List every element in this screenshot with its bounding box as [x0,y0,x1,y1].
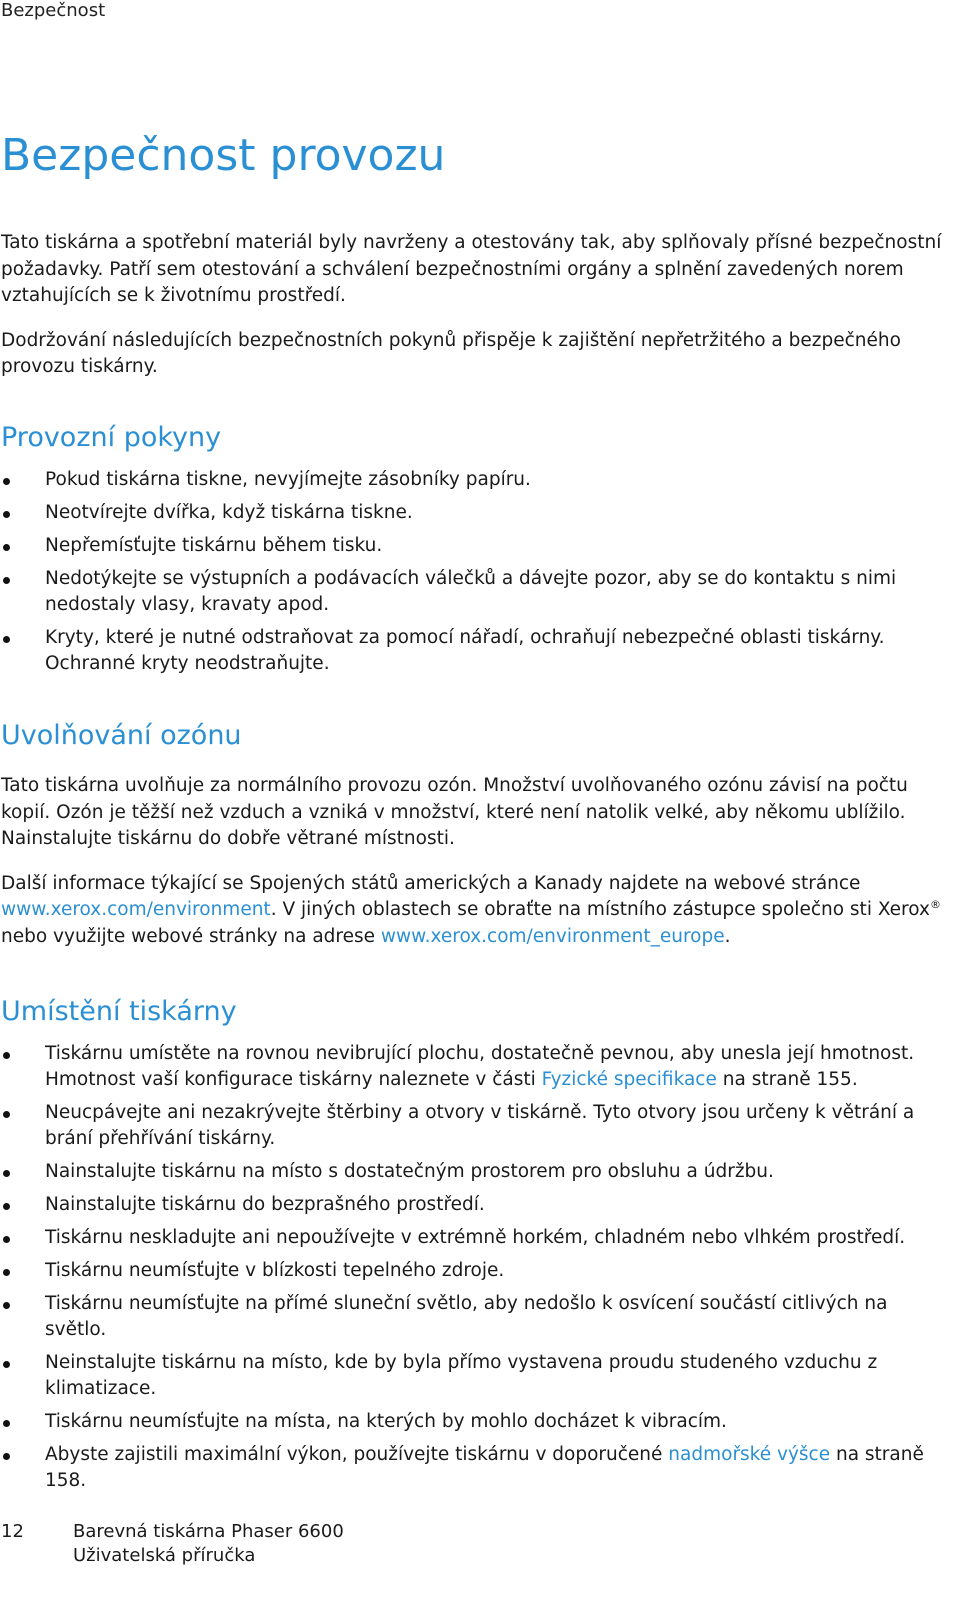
bullet-icon [3,478,10,485]
bullet-icon [3,1111,10,1118]
bullet-icon [3,636,10,643]
placement-section [1,995,951,1494]
bullet-icon [3,1052,10,1059]
environment-link[interactable]: www.xerox.com/environment [1,899,271,920]
bullet-icon [3,1236,10,1243]
bullet-icon [3,1361,10,1368]
operating-list [1,467,951,677]
running-header: Bezpečnost [1,0,106,21]
registered-mark: ® [929,897,941,911]
bullet-icon [3,544,10,551]
footer-title [73,1520,344,1568]
ozone-paragraph-1: Tato tiskárna uvolňuje za normálního provozu ozón. Množství uvolňovaného ozónu závisí na počtu kopií. Ozón je těžší než vzduch a vzniká v množství, které není natolik velké, aby někomu ublížilo. Nainstalujte tiskárnu do dobře větrané místnosti. [1,775,908,849]
operating-section [1,421,951,677]
page-title: Bezpečnost provozu [1,130,446,181]
placement-heading: Umístění tiskárny [1,996,237,1027]
list-item: Tiskárnu umístěte na rovnou nevibrující plochu, dostatečně pevnou, aby unesla její hmotnost. Hmotnost vaší konfigurace tiskárny naleznete v části Fyzické specifikace na straně 155. [1,1041,951,1093]
placement-list [1,1041,951,1494]
bullet-icon [3,511,10,518]
ozone-paragraph-2: Další informace týkající se Spojených států amerických a Kanady najdete na webové stránce www.xerox.com/environment. V jiných oblastech se obraťte na místního zástupce společno sti Xerox® nebo využijte webové stránky na adrese www.xerox.com/environment_europe. [1,872,941,947]
list-item: Nainstalujte tiskárnu na místo s dostatečným prostorem pro obsluhu a údržbu. [1,1159,951,1185]
intro-paragraph-1: Tato tiskárna a spotřební materiál byly navrženy a otestovány tak, aby splňovaly přísné bezpečnostní požadavky. Patří sem otestování a schválení bezpečnostními orgány a splnění zavedených norem vztahujících se k životnímu prostředí. [1,232,942,306]
list-item: Neinstalujte tiskárnu na místo, kde by byla přímo vystavena proudu studeného vzduchu z klimatizace. [1,1350,951,1402]
list-item: Nepřemísťujte tiskárnu během tisku. [1,533,951,559]
bullet-icon [3,1203,10,1210]
bullet-icon [3,1170,10,1177]
list-item: Tiskárnu neumísťujte na přímé sluneční světlo, aby nedošlo k osvícení součástí citlivých na světlo. [1,1291,951,1343]
bullet-icon [3,1302,10,1309]
operating-heading: Provozní pokyny [1,422,222,453]
list-item: Neucpávejte ani nezakrývejte štěrbiny a otvory v tiskárně. Tyto otvory jsou určeny k větrání a brání přehřívání tiskárny. [1,1100,951,1152]
intro-paragraph-2: Dodržování následujících bezpečnostních pokynů přispěje k zajištění nepřetržitého a bezpečného provozu tiskárny. [1,329,901,377]
list-item: Nedotýkejte se výstupních a podávacích válečků a dávejte pozor, aby se do kontaktu s nimi nedostaly vlasy, kravaty apod. [1,566,951,618]
list-item: Abyste zajistili maximální výkon, používejte tiskárnu v doporučené nadmořské výšce na straně 158. [1,1442,951,1494]
altitude-link[interactable]: nadmořské výšce [668,1444,831,1465]
physical-specs-link[interactable]: Fyzické specifikace [541,1069,717,1090]
intro-section [1,230,951,381]
list-item: Kryty, které je nutné odstraňovat za pomocí nářadí, ochraňují nebezpečné oblasti tiskárny. Ochranné kryty neodstraňujte. [1,625,951,677]
list-item: Tiskárnu neumísťujte v blízkosti tepelného zdroje. [1,1258,951,1284]
list-item: Pokud tiskárna tiskne, nevyjímejte zásobníky papíru. [1,467,951,493]
bullet-icon [3,1269,10,1276]
page-number: 12 [1,1521,24,1542]
list-item: Nainstalujte tiskárnu do bezprašného prostředí. [1,1192,951,1218]
list-item: Tiskárnu neskladujte ani nepoužívejte v extrémně horkém, chladném nebo vlhkém prostředí. [1,1225,951,1251]
ozone-heading: Uvolňování ozónu [1,720,242,751]
ozone-section [1,719,951,950]
footer-product: Barevná tiskárna Phaser 6600 [73,1521,344,1542]
bullet-icon [3,1420,10,1427]
environment-europe-link[interactable]: www.xerox.com/environment_europe [380,925,725,947]
list-item: Tiskárnu neumísťujte na místa, na kterých by mohlo docházet k vibracím. [1,1409,951,1435]
bullet-icon [3,577,10,584]
bullet-icon [3,1453,10,1460]
list-item: Neotvírejte dvířka, když tiskárna tiskne. [1,500,951,526]
footer-guide: Uživatelská příručka [73,1545,256,1566]
